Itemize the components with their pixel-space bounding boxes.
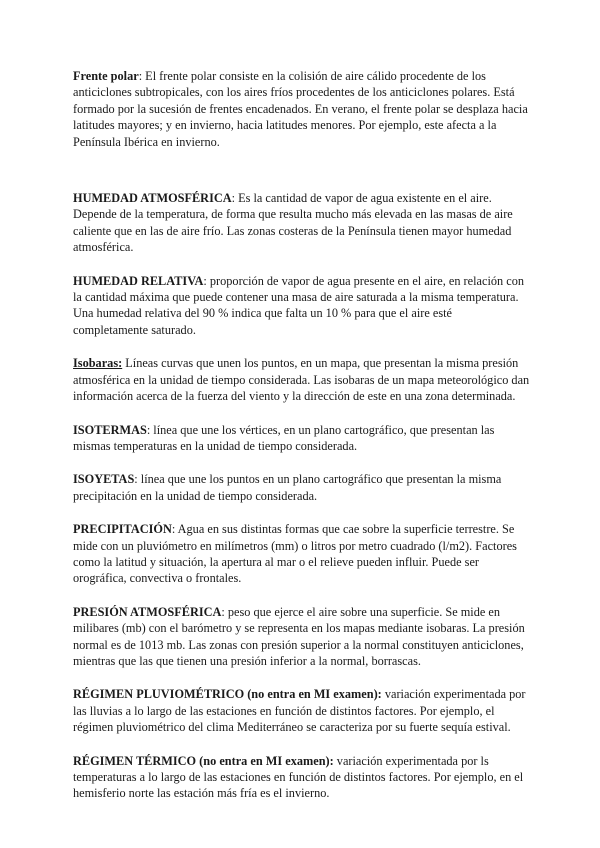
entry-humedad-relativa — [73, 273, 530, 339]
definition-isoyetas: : línea que une los puntos en un plano cartográfico que presentan la misma precipitación en la unidad de tiempo considerada. — [73, 472, 502, 503]
term-regimen-termico: RÉGIMEN TÉRMICO (no entra en MI examen): — [73, 753, 334, 768]
entry-humedad-atmosferica — [73, 190, 530, 256]
definition-presion-atmosferica: : peso que ejerce el aire sobre una superficie. Se mide en milibares (mb) con el barómetro y se representa en los mapas mediante isobaras. La presión normal es de 1013 mb. Las zonas con presión superior a la normal constituyen anticiclones, mientras que las que tienen una presión inferior a la normal, borrascas. — [73, 604, 525, 668]
entry-frente-polar — [73, 68, 530, 150]
entry-regimen-pluviometrico — [73, 686, 530, 735]
entry-regimen-termico — [73, 753, 530, 802]
definition-isobaras: Líneas curvas que unen los puntos, en un mapa, que presentan la misma presión atmosférica en la unidad de tiempo considerada. Las isobaras de un mapa meteorológico dan información acerca de la fuerza del viento y la dirección de este en una zona determinada. — [73, 356, 530, 404]
term-isobaras: Isobaras: — [73, 356, 123, 371]
term-humedad-atmosferica: HUMEDAD ATMOSFÉRICA — [73, 191, 232, 206]
definition-isotermas: : línea que une los vértices, en un plano cartográfico, que presentan las mismas temperaturas en la unidad de tiempo considerada. — [73, 422, 495, 453]
entry-isobaras — [73, 355, 530, 404]
term-isoyetas: ISOYETAS — [73, 472, 135, 487]
term-isotermas: ISOTERMAS — [73, 422, 147, 437]
definition-regimen-termico: variación experimentada por ls temperaturas a lo largo de las estaciones en función de distintos factores. Por ejemplo, en el hemisferio norte las estación más fría es el invierno. — [73, 753, 524, 801]
definition-humedad-relativa: : proporción de vapor de agua presente en el aire, en relación con la cantidad máxima que puede contener una masa de aire saturada a la misma temperatura. Una humedad relativa del 90 % indica que falta un 10 % para que el aire esté completamente saturado. — [73, 273, 524, 337]
entry-precipitacion — [73, 521, 530, 587]
definition-frente-polar: : El frente polar consiste en la colisión de aire cálido procedente de los anticiclones subtropicales, con los aires fríos procedentes de los anticiclones polares. Está formado por la sucesión de frentes encadenados. En verano, el frente polar se desplaza hacia latitudes mayores; y en invierno, hacia latitudes menores. Por ejemplo, este afecta a la Península Ibérica en invierno. — [73, 69, 528, 149]
definition-humedad-atmosferica: : Es la cantidad de vapor de agua existente en el aire. Depende de la temperatura, de forma que resulta mucho más elevada en las masas de aire caliente que en las de aire frío. Las zonas costeras de la Península tienen mayor humedad atmosférica. — [73, 191, 513, 255]
entry-isotermas — [73, 422, 530, 455]
entry-presion-atmosferica — [73, 604, 530, 670]
term-frente-polar: Frente polar — [73, 69, 139, 83]
definition-regimen-pluviometrico: variación experimentada por las lluvias a lo largo de las estaciones en función de distintos factores. Por ejemplo, el régimen pluviométrico del clima Mediterráneo se caracteriza por su fuerte sequía estival. — [73, 687, 526, 735]
entry-isoyetas — [73, 471, 530, 504]
term-presion-atmosferica: PRESIÓN ATMOSFÉRICA — [73, 604, 222, 619]
definition-precipitacion: : Agua en sus distintas formas que cae sobre la superficie terrestre. Se mide con un pluviómetro en milímetros (mm) o litros por metro cuadrado (l/m2). Factores como la latitud y situación, la apertura al mar o el relieve pueden influir. Puede ser orográfica, convectiva o frontales. — [73, 522, 517, 586]
term-humedad-relativa: HUMEDAD RELATIVA — [73, 273, 204, 288]
term-regimen-pluviometrico: RÉGIMEN PLUVIOMÉTRICO (no entra en MI examen): — [73, 687, 382, 702]
term-precipitacion: PRECIPITACIÓN — [73, 522, 172, 537]
